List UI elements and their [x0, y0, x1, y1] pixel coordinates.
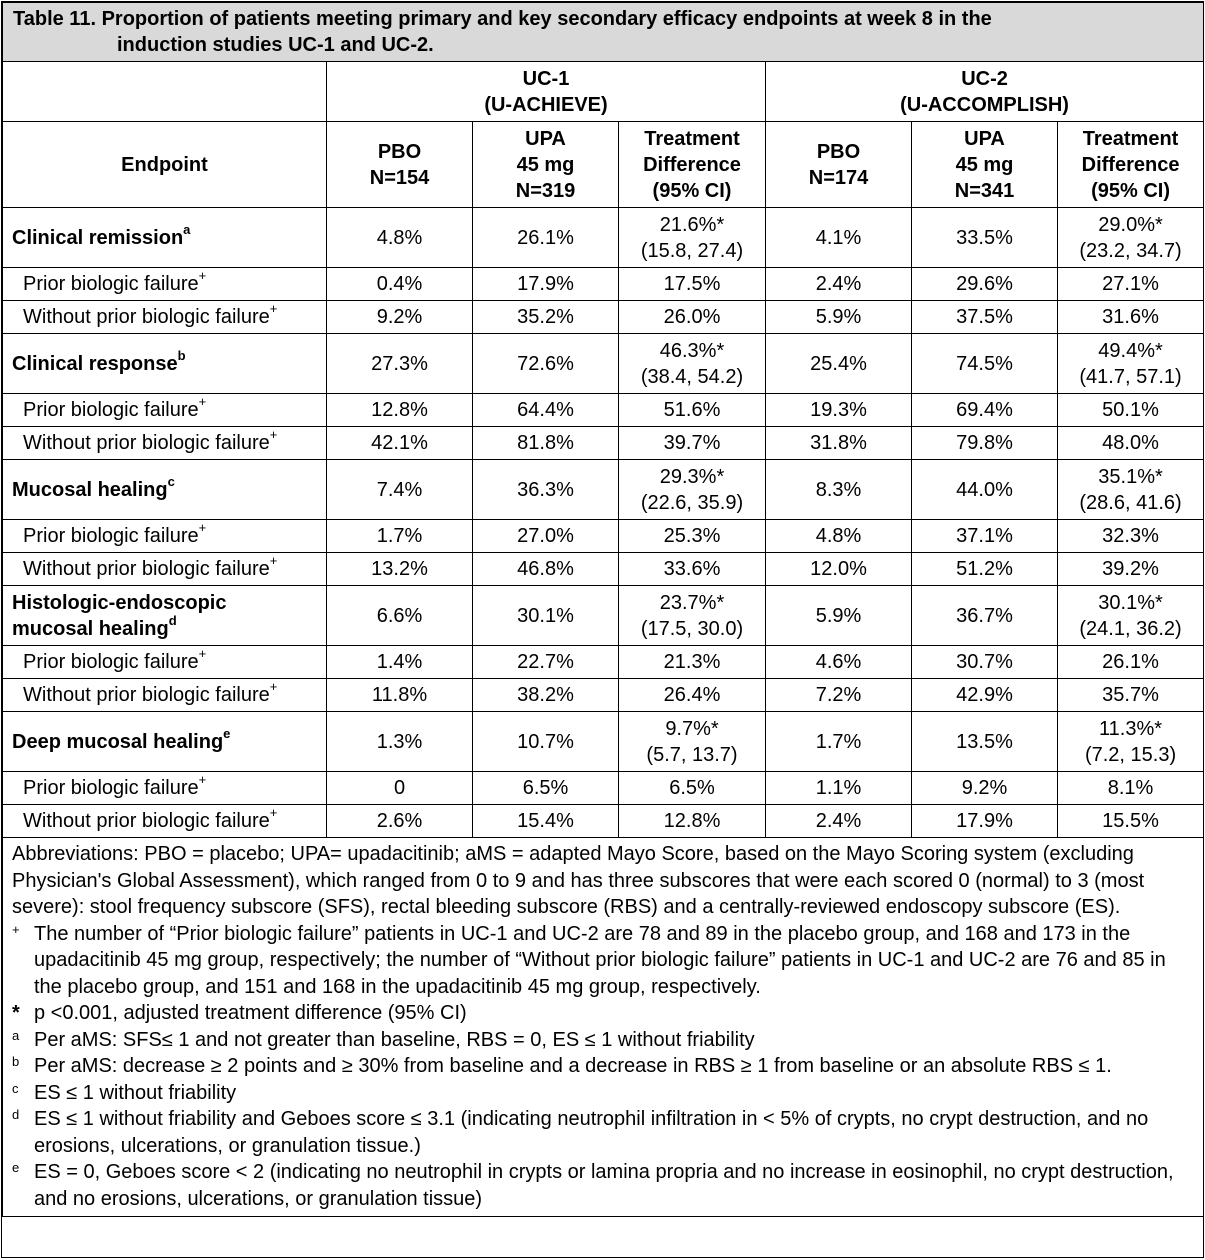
footnote: [12, 1000, 1195, 1027]
value-cell: 26.4%: [619, 679, 766, 712]
footnote-mark: +: [12, 921, 20, 937]
footnote-mark: c: [12, 1080, 19, 1096]
value-cell: 69.4%: [912, 394, 1058, 427]
value-cell: 50.1%: [1058, 394, 1204, 427]
table-row: [3, 553, 1204, 586]
table-row: [3, 679, 1204, 712]
value-cell: 27.1%: [1058, 268, 1204, 301]
value-cell: 39.7%: [619, 427, 766, 460]
value-cell: 26.1%: [1058, 646, 1204, 679]
value-cell: 9.7%* (5.7, 13.7): [619, 712, 766, 772]
value-cell: 30.7%: [912, 646, 1058, 679]
value-cell: 51.6%: [619, 394, 766, 427]
value-cell: 44.0%: [912, 460, 1058, 520]
table-footnotes: [3, 838, 1204, 1217]
table-row: [3, 646, 1204, 679]
table-row: [3, 301, 1204, 334]
table-row: [3, 712, 1204, 772]
value-cell: 42.1%: [327, 427, 473, 460]
value-cell: 1.7%: [327, 520, 473, 553]
value-cell: 33.5%: [912, 208, 1058, 268]
efficacy-table-document: [1, 1, 1204, 1258]
value-cell: 17.9%: [912, 805, 1058, 838]
value-cell: 19.3%: [766, 394, 912, 427]
footnote-text: p <0.001, adjusted treatment difference (95% CI): [34, 1002, 467, 1024]
value-cell: 26.0%: [619, 301, 766, 334]
value-cell: 1.4%: [327, 646, 473, 679]
footnote-mark: a: [12, 1027, 20, 1043]
value-cell: 48.0%: [1058, 427, 1204, 460]
value-cell: 6.6%: [327, 586, 473, 646]
value-cell: 6.5%: [619, 772, 766, 805]
value-cell: 13.2%: [327, 553, 473, 586]
value-cell: 5.9%: [766, 586, 912, 646]
value-cell: 17.9%: [473, 268, 619, 301]
value-cell: 23.7%* (17.5, 30.0): [619, 586, 766, 646]
value-cell: 64.4%: [473, 394, 619, 427]
value-cell: 7.4%: [327, 460, 473, 520]
value-cell: 32.3%: [1058, 520, 1204, 553]
efficacy-table: [2, 2, 1204, 1217]
footnote-mark: *: [12, 1002, 20, 1024]
value-cell: 25.4%: [766, 334, 912, 394]
uc1-pbo-header: PBO N=154: [327, 122, 473, 208]
value-cell: 5.9%: [766, 301, 912, 334]
endpoint-label: Without prior biologic failure+: [3, 679, 327, 712]
value-cell: 17.5%: [619, 268, 766, 301]
table-row: [3, 460, 1204, 520]
endpoint-label: Prior biologic failure+: [3, 520, 327, 553]
value-cell: 29.3%* (22.6, 35.9): [619, 460, 766, 520]
value-cell: 31.8%: [766, 427, 912, 460]
value-cell: 81.8%: [473, 427, 619, 460]
value-cell: 21.6%* (15.8, 27.4): [619, 208, 766, 268]
value-cell: 37.5%: [912, 301, 1058, 334]
value-cell: 12.8%: [619, 805, 766, 838]
value-cell: 4.8%: [327, 208, 473, 268]
table-row: [3, 520, 1204, 553]
value-cell: 7.2%: [766, 679, 912, 712]
table-row: [3, 805, 1204, 838]
value-cell: 4.1%: [766, 208, 912, 268]
footnote: [12, 1053, 1195, 1080]
value-cell: 2.4%: [766, 268, 912, 301]
footnote-mark: d: [12, 1107, 20, 1122]
endpoint-column-header: Endpoint: [3, 122, 327, 208]
value-cell: 11.8%: [327, 679, 473, 712]
value-cell: 2.4%: [766, 805, 912, 838]
footnote: [12, 1159, 1195, 1212]
endpoint-label: Without prior biologic failure+: [3, 805, 327, 838]
endpoint-label: Deep mucosal healing$^e$: [3, 712, 327, 772]
footnote-mark: b: [12, 1054, 20, 1069]
endpoint-label: Without prior biologic failure+: [3, 301, 327, 334]
value-cell: 0: [327, 772, 473, 805]
group-header-uc1: UC-1 (U-ACHIEVE): [327, 62, 766, 122]
value-cell: 8.1%: [1058, 772, 1204, 805]
footnote: [12, 1027, 1195, 1054]
value-cell: 37.1%: [912, 520, 1058, 553]
endpoint-label: Prior biologic failure+: [3, 646, 327, 679]
uc2-diff-header: Treatment Difference (95% CI): [1058, 122, 1204, 208]
uc1-diff-header: Treatment Difference (95% CI): [619, 122, 766, 208]
value-cell: 4.6%: [766, 646, 912, 679]
table-row: [3, 394, 1204, 427]
value-cell: 8.3%: [766, 460, 912, 520]
caption-line-2: induction studies UC-1 and UC-2.: [117, 34, 434, 56]
value-cell: 29.0%* (23.2, 34.7): [1058, 208, 1204, 268]
value-cell: 35.1%* (28.6, 41.6): [1058, 460, 1204, 520]
endpoint-label: Histologic-endoscopic mucosal healing$^d$: [3, 586, 327, 646]
endpoint-label: Without prior biologic failure+: [3, 553, 327, 586]
value-cell: 36.7%: [912, 586, 1058, 646]
table-row: [3, 208, 1204, 268]
value-cell: 11.3%* (7.2, 15.3): [1058, 712, 1204, 772]
value-cell: 12.0%: [766, 553, 912, 586]
value-cell: 36.3%: [473, 460, 619, 520]
caption-line-1: Table 11. Proportion of patients meeting primary and key secondary efficacy endpoints at week 8 in the: [13, 8, 992, 30]
value-cell: 27.3%: [327, 334, 473, 394]
endpoint-label: Mucosal healing$^c$: [3, 460, 327, 520]
table-row: [3, 334, 1204, 394]
endpoint-label: Prior biologic failure+: [3, 772, 327, 805]
table-caption: [3, 3, 1204, 62]
value-cell: 79.8%: [912, 427, 1058, 460]
value-cell: 6.5%: [473, 772, 619, 805]
value-cell: 30.1%* (24.1, 36.2): [1058, 586, 1204, 646]
footnote-mark: e: [12, 1160, 20, 1175]
value-cell: 29.6%: [912, 268, 1058, 301]
value-cell: 12.8%: [327, 394, 473, 427]
value-cell: 42.9%: [912, 679, 1058, 712]
value-cell: 21.3%: [619, 646, 766, 679]
footnote-text: ES ≤ 1 without friability: [34, 1081, 237, 1104]
value-cell: 74.5%: [912, 334, 1058, 394]
value-cell: 35.7%: [1058, 679, 1204, 712]
value-cell: 10.7%: [473, 712, 619, 772]
value-cell: 2.6%: [327, 805, 473, 838]
uc1-upa-header: UPA 45 mg N=319: [473, 122, 619, 208]
table-body: [3, 208, 1204, 838]
table-row: [3, 268, 1204, 301]
group-header-uc2: UC-2 (U-ACCOMPLISH): [766, 62, 1204, 122]
value-cell: 13.5%: [912, 712, 1058, 772]
value-cell: 30.1%: [473, 586, 619, 646]
value-cell: 22.7%: [473, 646, 619, 679]
endpoint-label: Clinical response$^b$: [3, 334, 327, 394]
value-cell: 72.6%: [473, 334, 619, 394]
endpoint-label: Clinical remission$^a$: [3, 208, 327, 268]
value-cell: 33.6%: [619, 553, 766, 586]
footnote-text: Per aMS: decrease ≥ 2 points and ≥ 30% from baseline and a decrease in RBS ≥ 1 from baseline or an absolute RBS ≤ 1.: [34, 1055, 1112, 1077]
blank-header-cell: [3, 62, 327, 122]
value-cell: 46.3%* (38.4, 54.2): [619, 334, 766, 394]
footnote-text: ES ≤ 1 without friability and Geboes score ≤ 3.1 (indicating neutrophil infiltration in < 5% of crypts, no crypt destruction, and no erosions, ulcerations, or granulation tissue.): [34, 1108, 1149, 1157]
value-cell: 46.8%: [473, 553, 619, 586]
value-cell: 35.2%: [473, 301, 619, 334]
value-cell: 25.3%: [619, 520, 766, 553]
footnote-text: The number of “Prior biologic failure” patients in UC-1 and UC-2 are 78 and 89 in the placebo group, and 168 and 173 in the upadacitinib 45 mg group, respectively; the number of “Without prior biologic failure” patients in UC-1 and UC-2 are 76 and 85 in the placebo group, and 151 and 168 in the upadacitinib 45 mg group, respectively.: [34, 922, 1166, 998]
footnote-text: ES = 0, Geboes score < 2 (indicating no neutrophil in crypts or lamina propria and no increase in eosinophil, no crypt destruction, and no erosions, ulcerations, or granulation tissue): [34, 1161, 1174, 1210]
endpoint-label: Without prior biologic failure+: [3, 427, 327, 460]
table-row: [3, 772, 1204, 805]
value-cell: 39.2%: [1058, 553, 1204, 586]
footnote: [12, 1106, 1195, 1159]
abbreviations-note: Abbreviations: PBO = placebo; UPA= upadacitinib; aMS = adapted Mayo Score, based on the Mayo Scoring system (excluding Physician's Global Assessment), which ranged from 0 to 9 and has three subscores that were each scored 0 (normal) to 3 (most severe): stool frequency subscore (SFS), rectal bleeding subscore (RBS) and a centrally-reviewed endoscopy subscore (ES).: [12, 843, 1145, 918]
value-cell: 4.8%: [766, 520, 912, 553]
value-cell: 31.6%: [1058, 301, 1204, 334]
value-cell: 51.2%: [912, 553, 1058, 586]
value-cell: 27.0%: [473, 520, 619, 553]
footnote: [12, 921, 1195, 1001]
value-cell: 0.4%: [327, 268, 473, 301]
value-cell: 15.4%: [473, 805, 619, 838]
table-row: [3, 427, 1204, 460]
uc2-pbo-header: PBO N=174: [766, 122, 912, 208]
footnote-text: Per aMS: SFS≤ 1 and not greater than baseline, RBS = 0, ES ≤ 1 without friability: [34, 1028, 755, 1051]
value-cell: 26.1%: [473, 208, 619, 268]
value-cell: 15.5%: [1058, 805, 1204, 838]
table-row: [3, 586, 1204, 646]
value-cell: 38.2%: [473, 679, 619, 712]
endpoint-label: Prior biologic failure+: [3, 268, 327, 301]
value-cell: 1.7%: [766, 712, 912, 772]
endpoint-label: Prior biologic failure+: [3, 394, 327, 427]
footnote: [12, 1080, 1195, 1107]
value-cell: 49.4%* (41.7, 57.1): [1058, 334, 1204, 394]
value-cell: 9.2%: [912, 772, 1058, 805]
value-cell: 9.2%: [327, 301, 473, 334]
value-cell: 1.1%: [766, 772, 912, 805]
uc2-upa-header: UPA 45 mg N=341: [912, 122, 1058, 208]
value-cell: 1.3%: [327, 712, 473, 772]
